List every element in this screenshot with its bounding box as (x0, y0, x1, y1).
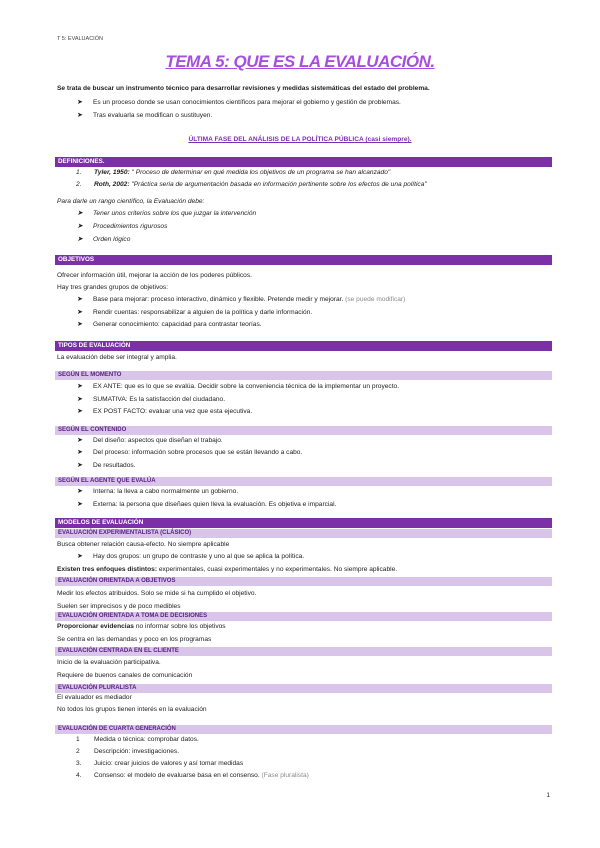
rango-item: ➤ Tener unos criterios sobre los que juzgar la intervención (77, 210, 257, 217)
objetivos-line: Hay tres grandes grupos de objetivos: (57, 284, 169, 291)
rango-item: ➤ Orden lógico (77, 236, 131, 243)
arrow-bullet-icon: ➤ (77, 309, 83, 316)
cuarta-item: 4. Consenso: el modelo de evaluarse basa en el consenso. (Fase pluralista) (76, 772, 309, 779)
objetivos-heading: OBJETIVOS (55, 255, 552, 265)
arrow-bullet-icon: ➤ (77, 462, 83, 469)
pluralista-heading: EVALUACIÓN PLURALISTA (55, 684, 552, 693)
arrow-bullet-icon: ➤ (77, 236, 83, 243)
modelo-line: Proporcionar evidencias no informar sobre los objetivos (57, 623, 226, 630)
modelo-line: Existen tres enfoques distintos: experimentales, cuasi experimentales y no experimentales. No siempre aplicable. (57, 566, 398, 573)
momento-bullet: ➤ SUMATIVA: Es la satisfacción del ciudadano. (77, 396, 226, 403)
modelo-line: Busca obtener relación causa-efecto. No siempre aplicable (57, 541, 230, 548)
contenido-bullet: ➤ Del diseño: aspectos que diseñan el trabajo. (77, 437, 223, 444)
arrow-bullet-icon: ➤ (77, 383, 83, 390)
modelo-line: No todos los grupos tienen interés en la evaluación (57, 706, 207, 713)
cuarta-item: 3. Juicio: crear juicios de valores y así tomar medidas (76, 760, 244, 767)
arrow-bullet-icon: ➤ (77, 112, 83, 119)
definiciones-heading: DEFINICIONES. (55, 157, 552, 167)
cuarta-heading: EVALUACIÓN DE CUARTA GENERACIÓN (55, 725, 552, 734)
contenido-heading: SEGÚN EL CONTENIDO (55, 426, 552, 435)
tipos-heading: TIPOS DE EVALUACIÓN (55, 341, 552, 351)
modelo-bullet: ➤ Hay dos grupos: un grupo de contraste y uno al que se aplica la política. (77, 553, 305, 560)
decisiones-heading: EVALUACIÓN ORIENTADA A TOMA DE DECISIONES (55, 612, 552, 621)
arrow-bullet-icon: ➤ (77, 488, 83, 495)
intro-bullet: ➤ Es un proceso donde se usan conocimientos científicos para mejorar el gobierno y gestión de problemas. (77, 99, 401, 106)
objetivos-bullet: ➤ Generar conocimiento: capacidad para contrastar teorías. (77, 321, 262, 328)
agente-heading: SEGÚN EL AGENTE QUE EVALÚA (55, 477, 552, 486)
arrow-bullet-icon: ➤ (77, 408, 83, 415)
page-title: TEMA 5: QUE ES LA EVALUACIÓN. (165, 52, 435, 71)
momento-bullet: ➤ EX POST FACTO: evaluar una vez que esta ejecutiva. (77, 408, 253, 415)
intro-text: Se trata de buscar un instrumento técnico para desarrollar revisiones y medidas sistemáticas del estado del problema. (57, 85, 430, 92)
agente-bullet: ➤ Externa: la persona que diseñaes quien lleva la evaluación. Es objetiva e imparcial. (77, 501, 337, 508)
arrow-bullet-icon: ➤ (77, 321, 83, 328)
contenido-bullet: ➤ De resultados. (77, 462, 136, 469)
arrow-bullet-icon: ➤ (77, 210, 83, 217)
rango-item: ➤ Procedimientos rigurosos (77, 223, 168, 230)
agente-bullet: ➤ Interna: la lleva a cabo normalmente un gobierno. (77, 488, 239, 495)
objetivos-bullet: ➤ Rendir cuentas: responsabilizar a alguien de la política y darle información. (77, 309, 313, 316)
cuarta-item: 1 Medida o técnica: comprobar datos. (76, 736, 199, 743)
experimentalista-heading: EVALUACIÓN EXPERIMENTALISTA (CLÁSICO) (55, 529, 552, 538)
modelo-line: Requiere de buenos canales de comunicación (57, 672, 193, 679)
arrow-bullet-icon: ➤ (77, 396, 83, 403)
momento-heading: SEGÚN EL MOMENTO (55, 371, 552, 380)
cliente-heading: EVALUACIÓN CENTRADA EN EL CLIENTE (55, 647, 552, 656)
objetivos-bullet: ➤ Base para mejorar: proceso interactivo, dinámico y flexible. Pretende medir y mejorar. (se puede modificar) (77, 296, 406, 303)
contenido-bullet: ➤ Del proceso: información sobre procesos que se están llevando a cabo. (77, 449, 303, 456)
objetivos-model-heading: EVALUACIÓN ORIENTADA A OBJETIVOS (55, 577, 552, 586)
modelo-line: Medir los efectos atribuidos. Solo se mide si ha cumplido el objetivo. (57, 590, 257, 597)
momento-bullet: ➤ EX ANTE: que es lo que se evalúa. Decidir sobre la conveniencia técnica de la implementar un proyecto. (77, 383, 400, 390)
cuarta-item: 2 Descripción: investigaciones. (76, 748, 180, 755)
arrow-bullet-icon: ➤ (77, 296, 83, 303)
arrow-bullet-icon: ➤ (77, 437, 83, 444)
rango-label: Para darle un rango científico, la Evaluación debe: (57, 198, 205, 205)
modelo-line: Inicio de la evaluación participativa. (57, 659, 161, 666)
tipos-line: La evaluación debe ser integral y amplia. (57, 354, 177, 361)
intro-bullet: ➤ Tras evaluarla se modifican o sustituyen. (77, 112, 213, 119)
modelo-line: Suelen ser imprecisos y de poco medibles (57, 603, 181, 610)
arrow-bullet-icon: ➤ (77, 223, 83, 230)
objetivos-line: Ofrecer información útil, mejorar la acción de los poderes públicos. (57, 272, 252, 279)
modelo-line: Se centra en las demandas y poco en los programas (57, 636, 212, 643)
modelo-line: El evaluador es mediador (57, 694, 132, 701)
running-header: T 5: EVALUACIÓN (57, 36, 103, 42)
arrow-bullet-icon: ➤ (77, 501, 83, 508)
arrow-bullet-icon: ➤ (77, 553, 83, 560)
page-number: 1 (546, 792, 550, 799)
definition-item: 1. Tyler, 1950: " Proceso de determinar en qué medida los objetivos de un programa se han alcanzado" (76, 169, 391, 176)
modelos-heading: MODELOS DE EVALUACIÓN (55, 518, 552, 528)
section-subtitle: ÚLTIMA FASE DEL ANÁLISIS DE LA POLÍTICA PÚBLICA (casi siempre). (188, 136, 412, 143)
arrow-bullet-icon: ➤ (77, 99, 83, 106)
arrow-bullet-icon: ➤ (77, 449, 83, 456)
definition-item: 2. Roth, 2002: "Práctica seria de argumentación basada en información pertinente sobre los efectos de una política" (76, 181, 427, 188)
